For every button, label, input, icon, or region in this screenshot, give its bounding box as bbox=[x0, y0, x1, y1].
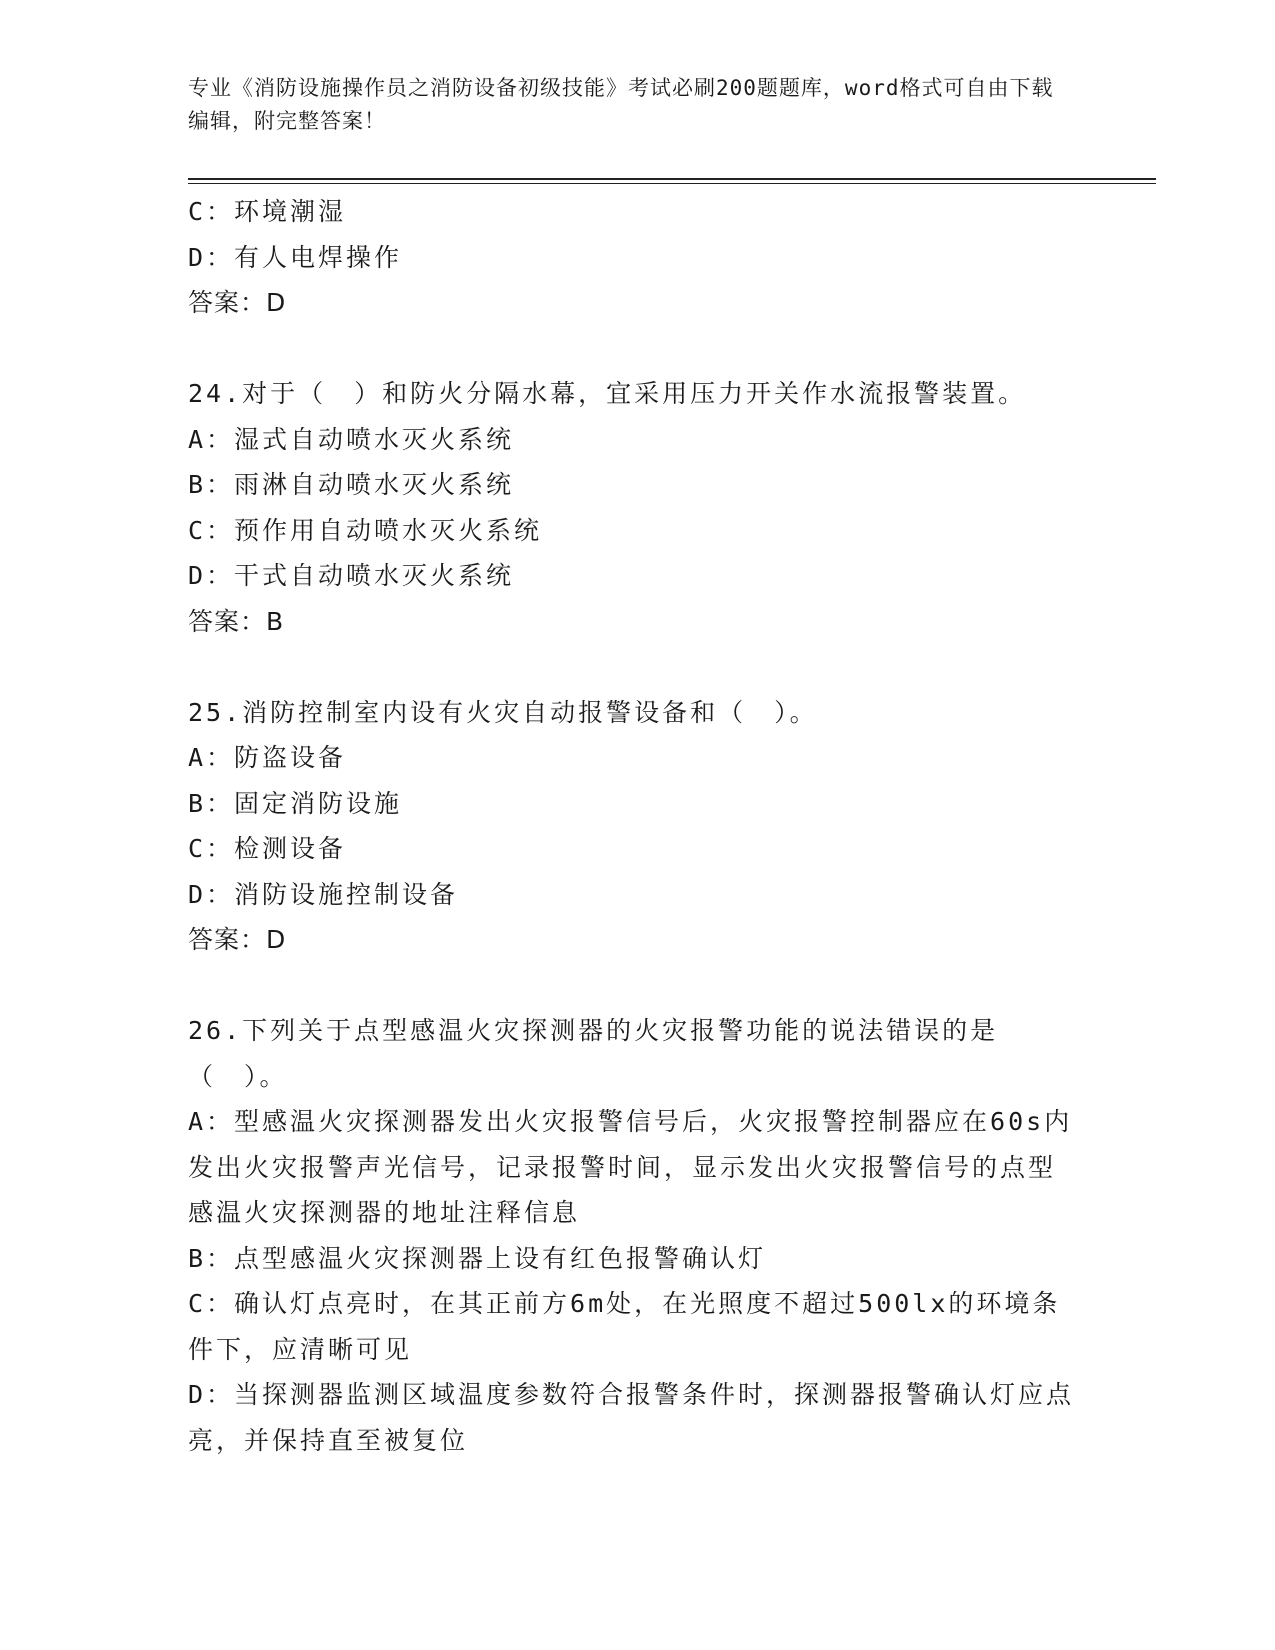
question-stem: 26.下列关于点型感温火灾探测器的火灾报警功能的说法错误的是（ ）。 bbox=[188, 1016, 999, 1091]
answer: 答案：D bbox=[188, 925, 287, 954]
spacer bbox=[188, 326, 1078, 372]
header-text: 专业《消防设施操作员之消防设备初级技能》考试必刷200题题库，word格式可自由下载编辑，附完整答案！ bbox=[188, 76, 1054, 133]
option-b: B：雨淋自动喷水灭火系统 bbox=[188, 470, 515, 499]
option-d: D：当探测器监测区域温度参数符合报警条件时，探测器报警确认灯应点亮，并保持直至被复位 bbox=[188, 1380, 1075, 1455]
option-d: D：消防设施控制设备 bbox=[188, 879, 459, 909]
answer: 答案：D bbox=[188, 288, 287, 317]
spacer bbox=[188, 644, 1078, 690]
option-c: C：检测设备 bbox=[188, 834, 347, 863]
header-divider-thick bbox=[188, 178, 1156, 180]
header-divider-thin bbox=[188, 183, 1156, 184]
document-header bbox=[188, 72, 1068, 138]
spacer bbox=[188, 963, 1078, 1009]
question-stem: 25.消防控制室内设有火灾自动报警设备和（ ）。 bbox=[188, 697, 818, 727]
question-stem: 24.对于（ ）和防火分隔水幕，宜采用压力开关作水流报警装置。 bbox=[188, 379, 1027, 408]
question-26 bbox=[188, 1008, 1078, 1463]
option-a: A：湿式自动喷水灭火系统 bbox=[188, 424, 515, 454]
option-d: D：有人电焊操作 bbox=[188, 242, 403, 272]
option-b: B：固定消防设施 bbox=[188, 788, 403, 818]
option-d: D：干式自动喷水灭火系统 bbox=[188, 561, 515, 590]
question-25 bbox=[188, 690, 1078, 963]
option-c: C：确认灯点亮时，在其正前方6m处，在光照度不超过500lx的环境条件下，应清晰可见 bbox=[188, 1289, 1061, 1364]
option-b: B：点型感温火灾探测器上设有红色报警确认灯 bbox=[188, 1243, 767, 1273]
option-a: A：防盗设备 bbox=[188, 743, 347, 772]
option-c: C：环境潮湿 bbox=[188, 197, 347, 226]
option-c: C：预作用自动喷水灭火系统 bbox=[188, 515, 543, 545]
question-23-tail bbox=[188, 189, 1078, 326]
answer: 答案：B bbox=[188, 606, 285, 636]
question-list bbox=[188, 189, 1078, 1463]
option-a: A：型感温火灾探测器发出火灾报警信号后，火灾报警控制器应在60s内发出火灾报警声光信号，记录报警时间，显示发出火灾报警信号的点型感温火灾探测器的地址注释信息 bbox=[188, 1107, 1073, 1227]
question-24 bbox=[188, 371, 1078, 644]
